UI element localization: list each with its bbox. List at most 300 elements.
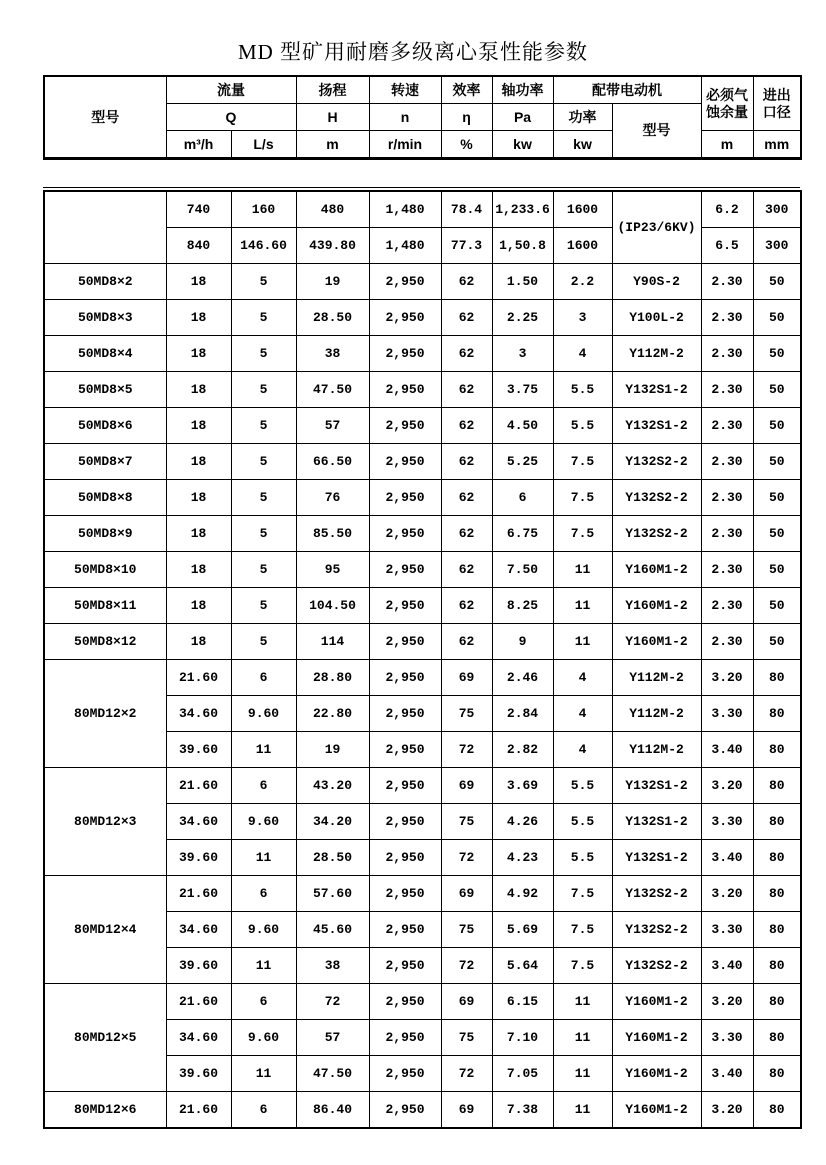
motor-model-cell: Y132S1-2 <box>612 372 701 408</box>
flow-m3h-cell: 34.60 <box>166 912 231 948</box>
col-header-motor: 配带电动机 <box>553 76 701 104</box>
shaft-power-kw-cell: 1.50 <box>492 264 553 300</box>
speed-rpm-cell: 2,950 <box>369 876 441 912</box>
flow-ls-cell: 11 <box>231 1056 296 1092</box>
shaft-power-kw-cell: 2.25 <box>492 300 553 336</box>
motor-power-kw-cell: 11 <box>553 984 612 1020</box>
port-dia-mm-cell: 80 <box>753 732 801 768</box>
flow-ls-cell: 6 <box>231 876 296 912</box>
flow-m3h-cell: 18 <box>166 480 231 516</box>
col-unit-flow-ls: L/s <box>231 131 296 159</box>
npsh-m-cell: 2.30 <box>701 624 753 660</box>
shaft-power-kw-cell: 6.75 <box>492 516 553 552</box>
flow-m3h-cell: 18 <box>166 264 231 300</box>
col-symbol-head: H <box>296 104 369 131</box>
speed-rpm-cell: 2,950 <box>369 444 441 480</box>
flow-m3h-cell: 39.60 <box>166 732 231 768</box>
col-symbol-speed: n <box>369 104 441 131</box>
efficiency-pct-cell: 62 <box>441 264 492 300</box>
col-header-shaft-power: 轴功率 <box>492 76 553 104</box>
table-row <box>44 408 801 444</box>
motor-model-cell: Y132S1-2 <box>612 768 701 804</box>
port-dia-mm-cell: 50 <box>753 516 801 552</box>
motor-power-kw-cell: 11 <box>553 624 612 660</box>
flow-m3h-cell: 18 <box>166 444 231 480</box>
efficiency-pct-cell: 69 <box>441 768 492 804</box>
port-label-line1: 进出 <box>762 87 791 104</box>
speed-rpm-cell: 2,950 <box>369 696 441 732</box>
port-dia-mm-cell: 50 <box>753 480 801 516</box>
flow-ls-cell: 9.60 <box>231 1020 296 1056</box>
shaft-power-kw-cell: 7.50 <box>492 552 553 588</box>
efficiency-pct-cell: 75 <box>441 696 492 732</box>
port-dia-mm-cell: 300 <box>753 191 801 228</box>
header-row-1 <box>44 76 801 104</box>
npsh-m-cell: 2.30 <box>701 372 753 408</box>
head-m-cell: 38 <box>296 336 369 372</box>
efficiency-pct-cell: 62 <box>441 372 492 408</box>
flow-ls-cell: 11 <box>231 840 296 876</box>
speed-rpm-cell: 2,950 <box>369 480 441 516</box>
motor-power-kw-cell: 7.5 <box>553 948 612 984</box>
shaft-power-kw-cell: 7.10 <box>492 1020 553 1056</box>
port-dia-mm-cell: 50 <box>753 300 801 336</box>
col-header-flow: 流量 <box>166 76 296 104</box>
head-m-cell: 34.20 <box>296 804 369 840</box>
shaft-power-kw-cell: 5.64 <box>492 948 553 984</box>
col-symbol-shaft-power: Pa <box>492 104 553 131</box>
npsh-m-cell: 3.30 <box>701 1020 753 1056</box>
flow-ls-cell: 5 <box>231 516 296 552</box>
col-header-speed: 转速 <box>369 76 441 104</box>
efficiency-pct-cell: 75 <box>441 912 492 948</box>
efficiency-pct-cell: 69 <box>441 1092 492 1129</box>
motor-model-cell: Y160M1-2 <box>612 1092 701 1129</box>
npsh-m-cell: 3.20 <box>701 984 753 1020</box>
flow-ls-cell: 6 <box>231 768 296 804</box>
head-m-cell: 47.50 <box>296 1056 369 1092</box>
npsh-m-cell: 3.40 <box>701 840 753 876</box>
flow-ls-cell: 6 <box>231 1092 296 1129</box>
flow-ls-cell: 5 <box>231 588 296 624</box>
head-m-cell: 86.40 <box>296 1092 369 1129</box>
motor-model-cell: Y160M1-2 <box>612 1020 701 1056</box>
flow-ls-cell: 11 <box>231 732 296 768</box>
head-m-cell: 43.20 <box>296 768 369 804</box>
speed-rpm-cell: 2,950 <box>369 912 441 948</box>
table-row <box>44 768 801 804</box>
motor-model-cell: Y160M1-2 <box>612 588 701 624</box>
col-header-head: 扬程 <box>296 76 369 104</box>
col-unit-motor-power: kw <box>553 131 612 159</box>
head-m-cell: 28.50 <box>296 840 369 876</box>
port-dia-mm-cell: 80 <box>753 984 801 1020</box>
flow-m3h-cell: 18 <box>166 336 231 372</box>
motor-model-cell: Y112M-2 <box>612 336 701 372</box>
pump-model-cell: 50MD8×11 <box>44 588 166 624</box>
flow-m3h-cell: 39.60 <box>166 1056 231 1092</box>
head-m-cell: 19 <box>296 264 369 300</box>
speed-rpm-cell: 2,950 <box>369 624 441 660</box>
speed-rpm-cell: 2,950 <box>369 372 441 408</box>
col-unit-shaft-power: kw <box>492 131 553 159</box>
motor-power-kw-cell: 11 <box>553 1056 612 1092</box>
motor-power-kw-cell: 7.5 <box>553 912 612 948</box>
col-header-motor-power: 功率 <box>553 104 612 131</box>
motor-power-kw-cell: 7.5 <box>553 516 612 552</box>
table-row <box>44 516 801 552</box>
head-m-cell: 439.80 <box>296 228 369 264</box>
head-m-cell: 28.80 <box>296 660 369 696</box>
shaft-power-kw-cell: 1,50.8 <box>492 228 553 264</box>
motor-model-cell: Y132S2-2 <box>612 912 701 948</box>
pump-model-cell: 50MD8×4 <box>44 336 166 372</box>
port-dia-mm-cell: 80 <box>753 1056 801 1092</box>
flow-m3h-cell: 21.60 <box>166 984 231 1020</box>
motor-power-kw-cell: 7.5 <box>553 480 612 516</box>
port-dia-mm-cell: 50 <box>753 444 801 480</box>
col-symbol-flow: Q <box>166 104 296 131</box>
motor-power-kw-cell: 4 <box>553 660 612 696</box>
efficiency-pct-cell: 77.3 <box>441 228 492 264</box>
speed-rpm-cell: 2,950 <box>369 732 441 768</box>
motor-model-cell: Y100L-2 <box>612 300 701 336</box>
col-unit-npsh: m <box>701 131 753 159</box>
table-row <box>44 876 801 912</box>
npsh-m-cell: 3.20 <box>701 1092 753 1129</box>
npsh-m-cell: 2.30 <box>701 552 753 588</box>
flow-m3h-cell: 18 <box>166 300 231 336</box>
motor-model-cell: Y132S1-2 <box>612 408 701 444</box>
efficiency-pct-cell: 62 <box>441 588 492 624</box>
port-dia-mm-cell: 80 <box>753 840 801 876</box>
port-dia-mm-cell: 80 <box>753 1020 801 1056</box>
pump-model-cell <box>44 191 166 264</box>
efficiency-pct-cell: 62 <box>441 408 492 444</box>
motor-power-kw-cell: 5.5 <box>553 372 612 408</box>
motor-model-cell: Y160M1-2 <box>612 624 701 660</box>
col-unit-flow-m3h: m³/h <box>166 131 231 159</box>
motor-model-cell: Y132S1-2 <box>612 840 701 876</box>
motor-power-kw-cell: 4 <box>553 696 612 732</box>
table-row <box>44 1092 801 1129</box>
efficiency-pct-cell: 72 <box>441 1056 492 1092</box>
flow-ls-cell: 9.60 <box>231 696 296 732</box>
head-m-cell: 47.50 <box>296 372 369 408</box>
table-row <box>44 984 801 1020</box>
efficiency-pct-cell: 72 <box>441 948 492 984</box>
npsh-m-cell: 3.30 <box>701 696 753 732</box>
head-m-cell: 22.80 <box>296 696 369 732</box>
flow-m3h-cell: 34.60 <box>166 1020 231 1056</box>
speed-rpm-cell: 1,480 <box>369 191 441 228</box>
table-row <box>44 480 801 516</box>
port-dia-mm-cell: 50 <box>753 336 801 372</box>
motor-model-cell: Y132S2-2 <box>612 444 701 480</box>
port-dia-mm-cell: 80 <box>753 948 801 984</box>
flow-ls-cell: 5 <box>231 624 296 660</box>
port-dia-mm-cell: 50 <box>753 624 801 660</box>
flow-ls-cell: 5 <box>231 336 296 372</box>
shaft-power-kw-cell: 5.69 <box>492 912 553 948</box>
pump-data-table-rule <box>43 187 800 1129</box>
efficiency-pct-cell: 62 <box>441 300 492 336</box>
motor-power-kw-cell: 1600 <box>553 191 612 228</box>
flow-ls-cell: 11 <box>231 948 296 984</box>
npsh-m-cell: 2.30 <box>701 408 753 444</box>
npsh-m-cell: 6.5 <box>701 228 753 264</box>
shaft-power-kw-cell: 2.84 <box>492 696 553 732</box>
shaft-power-kw-cell: 6 <box>492 480 553 516</box>
port-dia-mm-cell: 80 <box>753 1092 801 1129</box>
shaft-power-kw-cell: 4.26 <box>492 804 553 840</box>
efficiency-pct-cell: 78.4 <box>441 191 492 228</box>
speed-rpm-cell: 2,950 <box>369 1092 441 1129</box>
npsh-m-cell: 3.20 <box>701 660 753 696</box>
shaft-power-kw-cell: 6.15 <box>492 984 553 1020</box>
motor-model-cell: Y160M1-2 <box>612 1056 701 1092</box>
efficiency-pct-cell: 69 <box>441 876 492 912</box>
col-header-efficiency: 效率 <box>441 76 492 104</box>
table-row <box>44 300 801 336</box>
speed-rpm-cell: 2,950 <box>369 660 441 696</box>
port-dia-mm-cell: 80 <box>753 804 801 840</box>
motor-power-kw-cell: 4 <box>553 732 612 768</box>
pump-model-cell: 50MD8×10 <box>44 552 166 588</box>
flow-m3h-cell: 21.60 <box>166 1092 231 1129</box>
speed-rpm-cell: 2,950 <box>369 1056 441 1092</box>
head-m-cell: 95 <box>296 552 369 588</box>
flow-m3h-cell: 34.60 <box>166 696 231 732</box>
flow-ls-cell: 146.60 <box>231 228 296 264</box>
npsh-m-cell: 2.30 <box>701 588 753 624</box>
flow-m3h-cell: 39.60 <box>166 840 231 876</box>
motor-model-cell: (IP23/6KV) <box>612 191 701 264</box>
table-row <box>44 552 801 588</box>
motor-power-kw-cell: 5.5 <box>553 408 612 444</box>
flow-m3h-cell: 21.60 <box>166 768 231 804</box>
speed-rpm-cell: 2,950 <box>369 984 441 1020</box>
npsh-m-cell: 2.30 <box>701 480 753 516</box>
speed-rpm-cell: 2,950 <box>369 840 441 876</box>
col-header-npsh <box>701 76 753 131</box>
col-header-motor-model: 型号 <box>612 104 701 159</box>
shaft-power-kw-cell: 2.82 <box>492 732 553 768</box>
shaft-power-kw-cell: 2.46 <box>492 660 553 696</box>
port-dia-mm-cell: 50 <box>753 552 801 588</box>
npsh-m-cell: 3.20 <box>701 768 753 804</box>
efficiency-pct-cell: 62 <box>441 336 492 372</box>
port-dia-mm-cell: 300 <box>753 228 801 264</box>
port-dia-mm-cell: 50 <box>753 264 801 300</box>
motor-power-kw-cell: 2.2 <box>553 264 612 300</box>
col-header-port <box>753 76 801 131</box>
flow-m3h-cell: 18 <box>166 624 231 660</box>
speed-rpm-cell: 2,950 <box>369 336 441 372</box>
pump-model-cell: 80MD12×5 <box>44 984 166 1092</box>
efficiency-pct-cell: 69 <box>441 984 492 1020</box>
speed-rpm-cell: 2,950 <box>369 768 441 804</box>
flow-m3h-cell: 18 <box>166 552 231 588</box>
col-symbol-efficiency: η <box>441 104 492 131</box>
head-m-cell: 85.50 <box>296 516 369 552</box>
motor-model-cell: Y160M1-2 <box>612 984 701 1020</box>
head-m-cell: 72 <box>296 984 369 1020</box>
col-unit-head: m <box>296 131 369 159</box>
port-dia-mm-cell: 50 <box>753 408 801 444</box>
table-row <box>44 624 801 660</box>
shaft-power-kw-cell: 3.75 <box>492 372 553 408</box>
pump-model-cell: 80MD12×4 <box>44 876 166 984</box>
flow-ls-cell: 6 <box>231 660 296 696</box>
head-m-cell: 114 <box>296 624 369 660</box>
head-m-cell: 57.60 <box>296 876 369 912</box>
pump-model-cell: 80MD12×6 <box>44 1092 166 1129</box>
npsh-m-cell: 3.40 <box>701 732 753 768</box>
flow-m3h-cell: 18 <box>166 408 231 444</box>
pump-model-cell: 50MD8×6 <box>44 408 166 444</box>
flow-ls-cell: 6 <box>231 984 296 1020</box>
head-m-cell: 104.50 <box>296 588 369 624</box>
shaft-power-kw-cell: 3.69 <box>492 768 553 804</box>
shaft-power-kw-cell: 5.25 <box>492 444 553 480</box>
flow-ls-cell: 5 <box>231 300 296 336</box>
efficiency-pct-cell: 75 <box>441 1020 492 1056</box>
head-m-cell: 38 <box>296 948 369 984</box>
npsh-m-cell: 2.30 <box>701 300 753 336</box>
motor-model-cell: Y132S2-2 <box>612 948 701 984</box>
npsh-m-cell: 2.30 <box>701 336 753 372</box>
pump-table-body <box>44 191 801 1128</box>
flow-ls-cell: 9.60 <box>231 804 296 840</box>
pump-model-cell: 50MD8×8 <box>44 480 166 516</box>
efficiency-pct-cell: 72 <box>441 840 492 876</box>
pump-model-cell: 80MD12×2 <box>44 660 166 768</box>
table-row <box>44 336 801 372</box>
pump-spec-header-table <box>43 75 802 160</box>
flow-m3h-cell: 18 <box>166 588 231 624</box>
flow-ls-cell: 9.60 <box>231 912 296 948</box>
motor-model-cell: Y112M-2 <box>612 732 701 768</box>
motor-power-kw-cell: 1600 <box>553 228 612 264</box>
efficiency-pct-cell: 69 <box>441 660 492 696</box>
motor-power-kw-cell: 5.5 <box>553 840 612 876</box>
efficiency-pct-cell: 62 <box>441 444 492 480</box>
npsh-m-cell: 3.30 <box>701 804 753 840</box>
speed-rpm-cell: 2,950 <box>369 552 441 588</box>
motor-power-kw-cell: 11 <box>553 1092 612 1129</box>
port-dia-mm-cell: 80 <box>753 876 801 912</box>
npsh-m-cell: 2.30 <box>701 264 753 300</box>
speed-rpm-cell: 2,950 <box>369 408 441 444</box>
motor-power-kw-cell: 3 <box>553 300 612 336</box>
motor-power-kw-cell: 7.5 <box>553 876 612 912</box>
flow-ls-cell: 5 <box>231 480 296 516</box>
port-label-line2: 口径 <box>762 103 791 120</box>
speed-rpm-cell: 2,950 <box>369 516 441 552</box>
port-dia-mm-cell: 50 <box>753 372 801 408</box>
efficiency-pct-cell: 62 <box>441 552 492 588</box>
speed-rpm-cell: 2,950 <box>369 264 441 300</box>
table-row <box>44 191 801 228</box>
motor-model-cell: Y160M1-2 <box>612 552 701 588</box>
flow-m3h-cell: 740 <box>166 191 231 228</box>
flow-m3h-cell: 840 <box>166 228 231 264</box>
pump-model-cell: 50MD8×12 <box>44 624 166 660</box>
shaft-power-kw-cell: 3 <box>492 336 553 372</box>
port-dia-mm-cell: 80 <box>753 660 801 696</box>
col-unit-efficiency: % <box>441 131 492 159</box>
flow-m3h-cell: 18 <box>166 372 231 408</box>
pump-model-cell: 50MD8×5 <box>44 372 166 408</box>
motor-power-kw-cell: 5.5 <box>553 804 612 840</box>
shaft-power-kw-cell: 4.23 <box>492 840 553 876</box>
pump-model-cell: 50MD8×3 <box>44 300 166 336</box>
head-m-cell: 28.50 <box>296 300 369 336</box>
speed-rpm-cell: 2,950 <box>369 1020 441 1056</box>
npsh-m-cell: 3.40 <box>701 1056 753 1092</box>
shaft-power-kw-cell: 7.05 <box>492 1056 553 1092</box>
flow-m3h-cell: 18 <box>166 516 231 552</box>
flow-m3h-cell: 21.60 <box>166 660 231 696</box>
motor-model-cell: Y112M-2 <box>612 696 701 732</box>
npsh-m-cell: 2.30 <box>701 516 753 552</box>
motor-model-cell: Y132S2-2 <box>612 480 701 516</box>
npsh-m-cell: 2.30 <box>701 444 753 480</box>
table-row <box>44 264 801 300</box>
table-row <box>44 588 801 624</box>
efficiency-pct-cell: 75 <box>441 804 492 840</box>
shaft-power-kw-cell: 4.92 <box>492 876 553 912</box>
flow-ls-cell: 5 <box>231 372 296 408</box>
head-m-cell: 76 <box>296 480 369 516</box>
speed-rpm-cell: 2,950 <box>369 588 441 624</box>
motor-power-kw-cell: 5.5 <box>553 768 612 804</box>
pump-model-cell: 80MD12×3 <box>44 768 166 876</box>
npsh-m-cell: 3.40 <box>701 948 753 984</box>
col-header-pump-model: 型号 <box>44 76 166 159</box>
npsh-label-line2: 蚀余量 <box>706 103 748 120</box>
motor-model-cell: Y132S1-2 <box>612 804 701 840</box>
head-m-cell: 57 <box>296 408 369 444</box>
flow-ls-cell: 5 <box>231 408 296 444</box>
shaft-power-kw-cell: 7.38 <box>492 1092 553 1129</box>
flow-ls-cell: 5 <box>231 444 296 480</box>
shaft-power-kw-cell: 9 <box>492 624 553 660</box>
npsh-m-cell: 3.20 <box>701 876 753 912</box>
col-unit-port: mm <box>753 131 801 159</box>
pump-model-cell: 50MD8×9 <box>44 516 166 552</box>
motor-power-kw-cell: 7.5 <box>553 444 612 480</box>
flow-ls-cell: 5 <box>231 552 296 588</box>
head-m-cell: 45.60 <box>296 912 369 948</box>
motor-power-kw-cell: 4 <box>553 336 612 372</box>
head-m-cell: 57 <box>296 1020 369 1056</box>
speed-rpm-cell: 2,950 <box>369 804 441 840</box>
speed-rpm-cell: 1,480 <box>369 228 441 264</box>
head-m-cell: 19 <box>296 732 369 768</box>
motor-model-cell: Y90S-2 <box>612 264 701 300</box>
pump-model-cell: 50MD8×7 <box>44 444 166 480</box>
npsh-m-cell: 6.2 <box>701 191 753 228</box>
efficiency-pct-cell: 62 <box>441 480 492 516</box>
port-dia-mm-cell: 80 <box>753 912 801 948</box>
efficiency-pct-cell: 62 <box>441 624 492 660</box>
table-row <box>44 372 801 408</box>
speed-rpm-cell: 2,950 <box>369 300 441 336</box>
head-m-cell: 480 <box>296 191 369 228</box>
pump-data-table <box>43 190 802 1129</box>
